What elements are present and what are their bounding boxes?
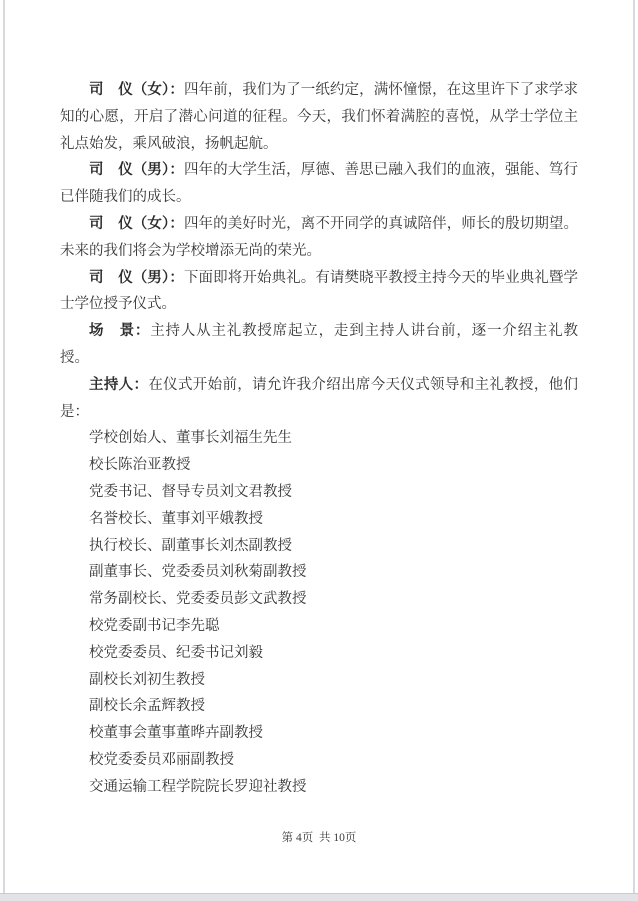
page-left-edge	[3, 0, 5, 894]
speaker-label: 场 景：	[89, 323, 151, 340]
attendee-list	[60, 425, 578, 800]
attendee-line: 名誉校长、董事刘平娥教授	[89, 510, 263, 527]
paragraph-text: 四年的美好时光，离不开同学的真诚陪伴，师长的殷切期望。未来的我们将会为学校增添无尚的荣光。	[60, 215, 579, 259]
speaker-label: 司 仪（男）：	[89, 269, 184, 286]
attendee-line: 副校长刘初生教授	[89, 671, 205, 688]
attendee-line: 党委书记、督导专员刘文君教授	[89, 483, 292, 500]
paragraph-text: 下面即将开始典礼。有请樊晓平教授主持今天的毕业典礼暨学士学位授予仪式。	[60, 269, 579, 313]
paragraph-text: 四年前，我们为了一纸约定，满怀憧憬，在这里许下了求学求知的心愿，开启了潜心问道的征程。今天，我们怀着满腔的喜悦，从学士学位主礼点始发，乘风破浪，扬帆起航。	[60, 82, 579, 152]
attendee-line: 校党委委员、纪委书记刘毅	[89, 644, 263, 661]
paragraph-mc-female-2	[60, 211, 578, 265]
attendee-line: 副董事长、党委委员刘秋菊副教授	[89, 564, 307, 581]
page-number-footer: 第 4页 共 10页	[281, 832, 357, 844]
paragraph-text: 四年的大学生活，厚德、善思已融入我们的血液，强能、笃行已伴随我们的成长。	[60, 162, 579, 206]
paragraph-text: 主持人从主礼教授席起立，走到主持人讲台前，逐一介绍主礼教授。	[60, 323, 579, 366]
speaker-label: 司 仪（女）：	[89, 215, 184, 232]
attendee-line: 学校创始人、董事长刘福生先生	[89, 430, 292, 447]
speaker-label: 主持人：	[89, 376, 149, 393]
attendee-line: 交通运输工程学院院长罗迎社教授	[89, 778, 307, 795]
attendee-line: 副校长余孟辉教授	[89, 698, 205, 715]
paragraph-scene	[60, 318, 578, 372]
speaker-label: 司 仪（男）：	[89, 162, 184, 179]
speaker-label: 司 仪（女）：	[89, 82, 184, 98]
attendee-line: 常务副校长、党委委员彭文武教授	[89, 591, 307, 608]
paragraph-host	[60, 372, 578, 426]
paragraph-mc-male-1	[60, 157, 578, 211]
attendee-line: 校长陈治亚教授	[89, 457, 191, 474]
paragraph-mc-female-1	[60, 77, 578, 157]
page-bottom-shadow	[0, 893, 638, 901]
attendee-line: 校党委副书记李先聪	[89, 617, 220, 634]
paragraph-mc-male-2	[60, 265, 578, 319]
attendee-line: 执行校长、副董事长刘杰副教授	[89, 537, 292, 554]
paragraph-text: 在仪式开始前，请允许我介绍出席今天仪式领导和主礼教授，他们是：	[60, 376, 578, 420]
page-right-edge	[633, 0, 635, 894]
attendee-line: 校董事会董事董晔卉副教授	[89, 725, 263, 742]
attendee-line: 校党委委员邓丽副教授	[89, 751, 234, 768]
